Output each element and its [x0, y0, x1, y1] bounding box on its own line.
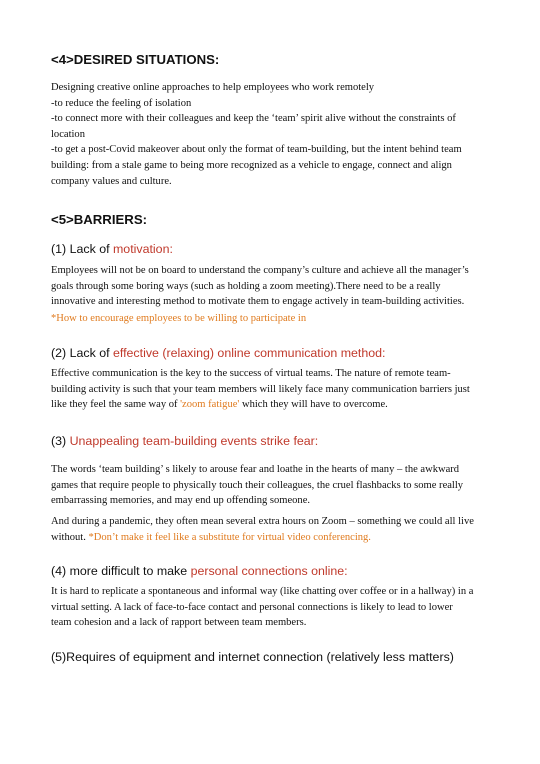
- text-line: company values and culture.: [51, 175, 172, 187]
- text-line: without. *Don’t make it feel like a substitute for virtual video conferencing.: [51, 531, 371, 543]
- barrier-4-heading: [51, 564, 348, 578]
- barrier-3-heading: [51, 434, 318, 448]
- barrier-3-prefix: (3): [51, 434, 70, 448]
- barrier-2-heading: [51, 346, 386, 360]
- text-line: like they feel the same way of 'zoom fatigue' which they will have to overcome.: [51, 399, 388, 411]
- barrier-4-paragraph: [51, 584, 501, 631]
- text-line: Effective communication is the key to the success of virtual teams. The nature of remote team-: [51, 368, 451, 379]
- barrier-1-note: *How to encourage employees to be willing to participate in: [51, 312, 307, 324]
- barrier-3-note: *Don’t make it feel like a substitute for virtual video conferencing.: [88, 531, 371, 543]
- barrier-1-heading: [51, 242, 173, 256]
- barrier-3-paragraph: [51, 462, 501, 509]
- text-line: The words ‘team building’ s likely to arouse fear and loathe in the hearts of many – the awkward: [51, 464, 460, 475]
- desired-situations-paragraph: [51, 80, 501, 189]
- text-line: goals through some boring ways (such as holding a zoom meeting).There need to be a really: [51, 280, 441, 292]
- zoom-fatigue-quote: 'zoom fatigue': [180, 399, 240, 411]
- text-line: building activity is such that your team members will likely face many communication barriers just: [51, 383, 470, 395]
- barrier-2-highlight: effective (relaxing) online communication method:: [112, 346, 386, 360]
- text-line: Designing creative online approaches to help employees who work remotely: [51, 82, 375, 93]
- text-line: -to connect more with their colleagues and keep the ‘team’ spirit alive without the constraints of: [51, 113, 456, 125]
- text-line: And during a pandemic, they often mean several extra hours on Zoom – something we could all live: [51, 516, 474, 527]
- text-line: team cohesion and a lack of rapport between team members.: [51, 617, 307, 629]
- text-line: virtual setting. A lack of face-to-face contact and personal connections is likely to lead to lower: [51, 601, 453, 613]
- barrier-5-heading: (5)Requires of equipment and internet connection (relatively less matters): [51, 650, 454, 664]
- barrier-4-highlight: personal connections online:: [190, 564, 348, 578]
- text-line: It is hard to replicate a spontaneous and informal way (like chatting over coffee or in a hallway) in a: [51, 586, 474, 597]
- barrier-4-prefix: (4) more difficult to make: [51, 564, 191, 578]
- section-heading-barriers: <5>BARRIERS:: [51, 212, 148, 227]
- barrier-1-highlight: motivation:: [112, 242, 173, 256]
- section-heading-desired-situations: <4>DESIRED SITUATIONS:: [51, 52, 220, 67]
- barrier-1-paragraph: [51, 263, 501, 326]
- text-line: games that require people to physically touch their colleagues, the cruel flashbacks to some really: [51, 479, 464, 491]
- text-line: Employees will not be on board to understand the company’s culture and achieve all the manager’s: [51, 265, 469, 276]
- barrier-3-paragraph-2: [51, 514, 501, 545]
- text-line: -to reduce the feeling of isolation: [51, 97, 192, 109]
- text-line: location: [51, 128, 85, 140]
- barrier-2-paragraph: [51, 366, 501, 413]
- text-line: innovative and interesting method to motivate them to engage actively in team-building activities.: [51, 296, 465, 308]
- text-line: -to get a post-Covid makeover about only the format of team-building, but the intent behind team: [51, 144, 462, 156]
- barrier-2-prefix: (2) Lack of: [51, 346, 113, 360]
- text-line: embarrassing memories, and may end up offending someone.: [51, 495, 311, 507]
- text-line: building: from a stale game to being more recognized as a vehicle to engage, connect and align: [51, 159, 452, 171]
- barrier-3-highlight: Unappealing team-building events strike fear:: [69, 434, 319, 448]
- barrier-1-prefix: (1) Lack of: [51, 242, 113, 256]
